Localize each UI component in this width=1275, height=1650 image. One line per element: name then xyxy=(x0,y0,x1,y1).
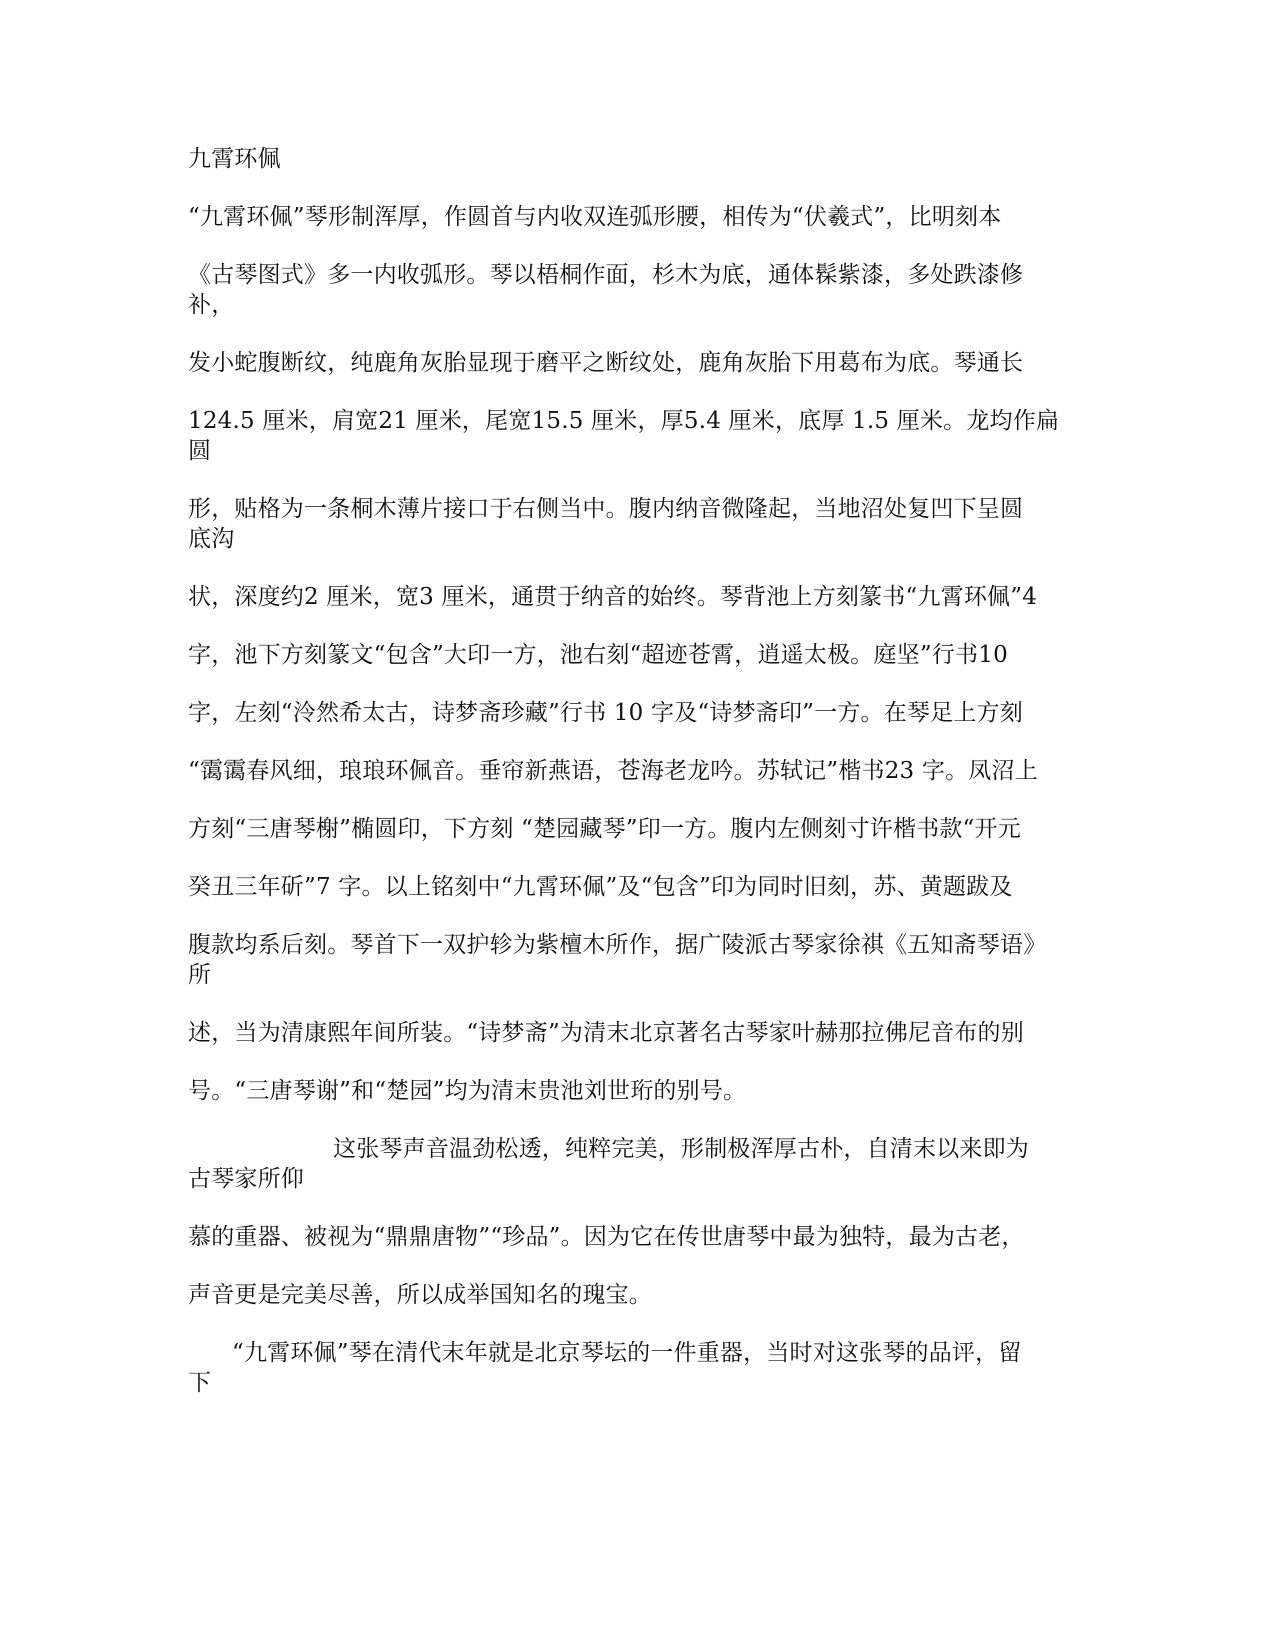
paragraph-line: 慕的重器、被视为“鼎鼎唐物”“珍品”。因为它在传世唐琴中最为独特，最为古老， xyxy=(188,1224,1025,1250)
paragraph-line: 癸丑三年斫”7 字。以上铭刻中“九霄环佩”及“包含”印为同时旧刻，苏、黄题跋及 xyxy=(188,874,1013,900)
paragraph-line: “九霄环佩”琴在清代末年就是北京琴坛的一件重器，当时对这张琴的品评，留 xyxy=(232,1340,1022,1366)
paragraph-line: 声音更是完美尽善，所以成举国知名的瑰宝。 xyxy=(188,1282,652,1308)
paragraph-line: 状，深度约2 厘米，宽3 厘米，通贯于纳音的始终。琴背池上方刻篆书“九霄环佩”4 xyxy=(188,584,1038,610)
paragraph-line: 述，当为清康熙年间所装。“诗梦斋”为清末北京著名古琴家叶赫那拉佛尼音布的别 xyxy=(188,1020,1024,1046)
paragraph-line: 字，池下方刻篆文“包含”大印一方，池右刻“超迹苍霄，逍遥太极。庭坚”行书10 xyxy=(188,642,1008,668)
paragraph-line: 这张琴声音温劲松透，纯粹完美，形制极浑厚古朴，自清末以来即为 xyxy=(333,1136,1029,1162)
paragraph-line: 发小蛇腹断纹，纯鹿角灰胎显现于磨平之断纹处，鹿角灰胎下用葛布为底。琴通长 xyxy=(188,350,1024,376)
paragraph-line: 《古琴图式》多一内收弧形。琴以梧桐作面，杉木为底，通体髹紫漆，多处跌漆修 xyxy=(188,262,1024,288)
paragraph-line: “九霄环佩”琴形制浑厚，作圆首与内收双连弧形腰，相传为“伏羲式”，比明刻本 xyxy=(188,204,1002,230)
document-title: 九霄环佩 xyxy=(188,146,281,172)
paragraph-line: 补， xyxy=(188,292,235,318)
paragraph-line: 字，左刻“泠然希太古，诗梦斋珍藏”行书 10 字及“诗梦斋印”一方。在琴足上方刻 xyxy=(188,700,1023,726)
paragraph-line: 所 xyxy=(188,962,212,988)
paragraph-line: 号。“三唐琴谢”和“楚园”均为清末贵池刘世珩的别号。 xyxy=(188,1078,747,1104)
paragraph-line: 底沟 xyxy=(188,526,235,552)
paragraph-line: 古琴家所仰 xyxy=(188,1166,304,1192)
paragraph-line: 腹款均系后刻。琴首下一双护轸为紫檀木所作，据广陵派古琴家徐祺《五知斋琴语》 xyxy=(188,932,1047,958)
paragraph-line: 形，贴格为一条桐木薄片接口于右侧当中。腹内纳音微隆起，当地沼处复凹下呈圆 xyxy=(188,496,1024,522)
paragraph-line: “霭霭春风细，琅琅环佩音。垂帘新燕语，苍海老龙吟。苏轼记”楷书23 字。凤沼上 xyxy=(188,758,1038,784)
paragraph-line: 下 xyxy=(188,1370,212,1396)
paragraph-line: 124.5 厘米，肩宽21 厘米，尾宽15.5 厘米，厚5.4 厘米，底厚 1.5 厘米。龙均作扁 xyxy=(188,408,1060,434)
paragraph-line: 方刻“三唐琴榭”椭圆印，下方刻 “楚园藏琴”印一方。腹内左侧刻寸许楷书款“开元 xyxy=(188,816,1021,842)
paragraph-line: 圆 xyxy=(188,438,212,464)
